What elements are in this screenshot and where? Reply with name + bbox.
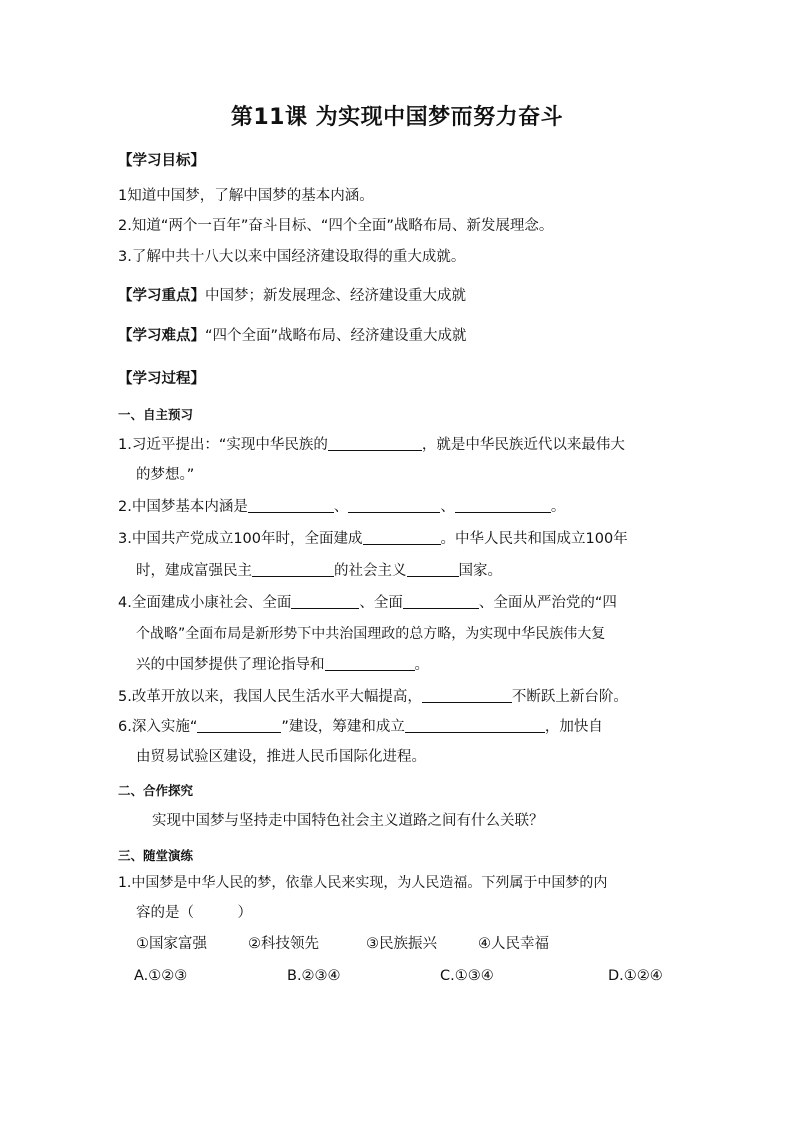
choice-c[interactable]: C.①③④	[440, 968, 494, 984]
q4-text-b: 、全面	[359, 595, 403, 611]
key-points-label: 【学习重点】	[118, 288, 205, 304]
q1-blank[interactable]	[328, 434, 422, 451]
q4-line-2: 个战略”全面布局是新形势下中共治国理政的总方略，为实现中华民族伟大复	[136, 626, 606, 642]
item-2: ②科技领先	[248, 936, 319, 952]
item-1: ①国家富强	[136, 936, 207, 952]
q2-sep-2: 、	[440, 499, 455, 515]
q2-text-a: 2.中国梦基本内涵是	[118, 499, 248, 515]
q4-text-e: 兴的中国梦提供了理论指导和	[136, 657, 325, 673]
q4-blank-3[interactable]	[325, 654, 415, 671]
choice-b[interactable]: B.②③④	[287, 968, 341, 984]
q4-blank-1[interactable]	[291, 592, 359, 609]
q1-line-2: 的梦想。”	[136, 467, 195, 483]
mc1-items	[136, 933, 696, 955]
q3-text-d: 的社会主义	[334, 563, 407, 579]
objective-2: 2.知道“两个一百年”奋斗目标、“四个全面”战略布局、新发展理念。	[118, 218, 554, 234]
q2-blank-2[interactable]	[348, 496, 440, 513]
key-points	[118, 285, 678, 307]
difficulties-label: 【学习难点】	[118, 328, 205, 344]
q3-blank-3[interactable]	[407, 560, 459, 577]
q4-line-3	[136, 654, 696, 676]
q4-text-c: 、全面从严治党的“四	[478, 595, 617, 611]
q6-line-1	[118, 716, 678, 738]
q4-text-a: 4.全面建成小康社会、全面	[118, 595, 292, 611]
q5-line	[118, 686, 678, 708]
q6-blank-2[interactable]	[405, 716, 545, 733]
key-points-text: 中国梦；新发展理念、经济建设重大成就	[205, 288, 466, 304]
q2-blank-3[interactable]	[455, 496, 551, 513]
q2-sep-1: 、	[333, 499, 349, 515]
mc1-choices	[134, 965, 694, 987]
q4-line-1	[118, 592, 678, 614]
q4-text-f: 。	[414, 657, 429, 673]
q3-text-b: 。中华人民共和国成立100年	[440, 531, 628, 547]
q5-blank[interactable]	[422, 686, 512, 703]
q3-line-1	[118, 528, 678, 550]
section-3-heading: 三、随堂演练	[118, 848, 194, 863]
choice-d[interactable]: D.①②④	[608, 968, 663, 984]
q2-blank-1[interactable]	[248, 496, 334, 513]
q3-blank-1[interactable]	[363, 528, 441, 545]
section-1-heading: 一、自主预习	[118, 407, 194, 422]
q1-line-1	[118, 434, 678, 456]
q6-text-b: ”建设，筹建和成立	[281, 719, 405, 735]
difficulties	[118, 325, 678, 347]
process-header: 【学习过程】	[118, 371, 205, 387]
difficulties-text: “四个全面”战略布局、经济建设重大成就	[205, 328, 467, 344]
q6-blank-1[interactable]	[197, 716, 281, 733]
q6-text-c: ，加快自	[544, 719, 603, 735]
mc1-line-2: 容的是（ ）	[136, 905, 252, 921]
objectives-header: 【学习目标】	[118, 153, 205, 169]
q3-blank-2[interactable]	[252, 560, 334, 577]
explore-question: 实现中国梦与坚持走中国特色社会主义道路之间有什么关联？	[152, 813, 544, 829]
q1-text-a: 1.习近平提出：“实现中华民族的	[118, 437, 328, 453]
objective-1: 1知道中国梦，了解中国梦的基本内涵。	[118, 188, 374, 204]
choice-a[interactable]: A.①②③	[134, 968, 188, 984]
section-2-heading: 二、合作探究	[118, 783, 194, 798]
q3-text-a: 3.中国共产党成立100年时，全面建成	[118, 531, 363, 547]
q4-blank-2[interactable]	[403, 592, 479, 609]
page-title: 第11课 为实现中国梦而努力奋斗	[230, 105, 564, 130]
q6-line-2: 由贸易试验区建设，推进人民币国际化进程。	[136, 749, 426, 765]
q5-text-b: 不断跃上新台阶。	[511, 689, 628, 705]
q5-text-a: 5.改革开放以来，我国人民生活水平大幅提高，	[118, 689, 422, 705]
q3-line-2	[136, 560, 696, 582]
q2-end: 。	[550, 499, 566, 515]
q6-text-a: 6.深入实施“	[118, 719, 198, 735]
objective-3: 3.了解中共十八大以来中国经济建设取得的重大成就。	[118, 249, 466, 265]
q3-text-e: 国家。	[458, 563, 502, 579]
item-4: ④人民幸福	[478, 936, 549, 952]
item-3: ③民族振兴	[366, 936, 437, 952]
q3-text-c: 时，建成富强民主	[136, 563, 252, 579]
q1-text-b: ，就是中华民族近代以来最伟大	[421, 437, 625, 453]
mc1-line-1: 1.中国梦是中华人民的梦，依靠人民来实现，为人民造福。下列属于中国梦的内	[118, 875, 608, 891]
q2-line	[118, 496, 678, 518]
